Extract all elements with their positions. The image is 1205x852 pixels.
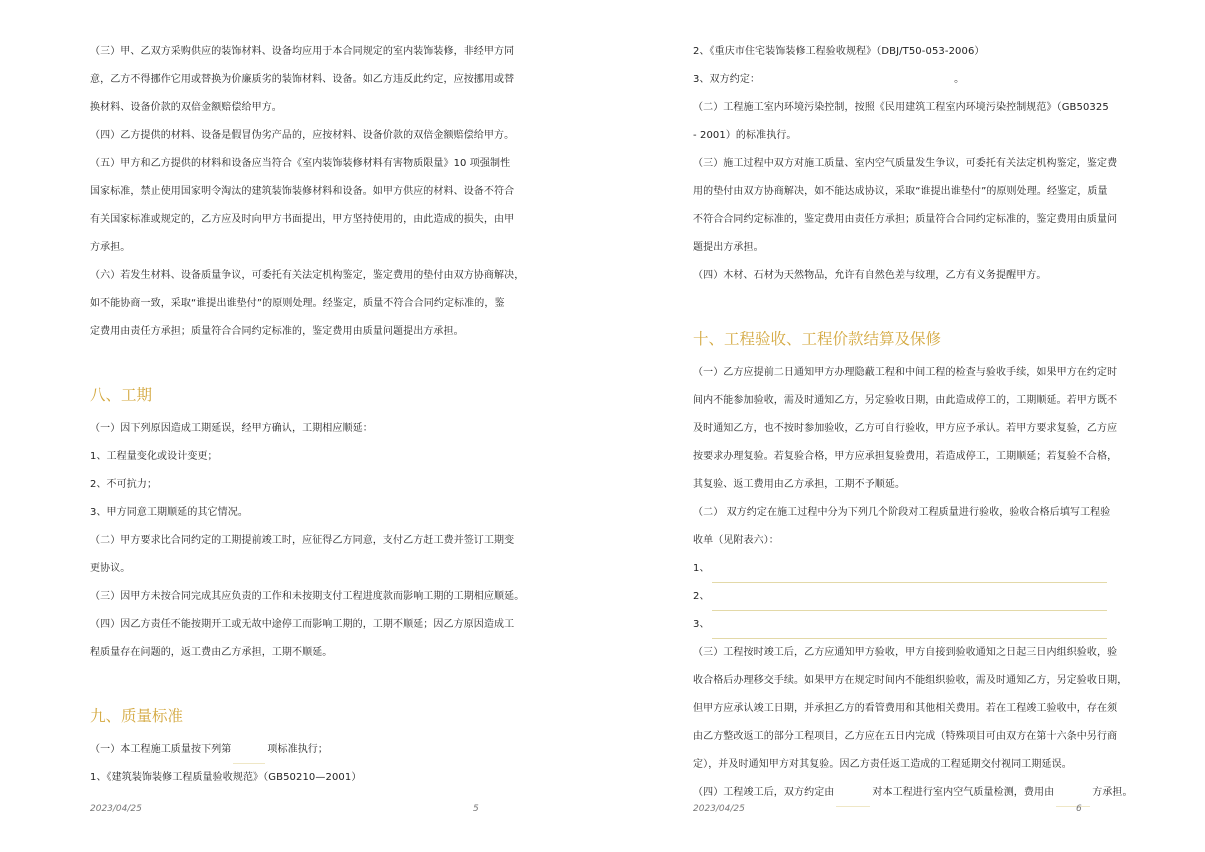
text-segment: 3、双方约定：: [693, 74, 761, 85]
text-line: [90, 66, 530, 94]
text-line: [693, 667, 1133, 695]
text-segment: 方承担。: [1092, 787, 1133, 798]
paragraph: [693, 359, 1133, 499]
text-segment: 3、甲方同意工期顺延的其它情况。: [90, 507, 248, 518]
text-segment: 意，乙方不得挪作它用或替换为价廉质劣的装饰材料、设备。如乙方违反此约定，应按挪用或替: [90, 74, 515, 85]
text-line: [90, 262, 530, 290]
text-line: [693, 122, 1133, 150]
text-line: [693, 94, 1133, 122]
text-segment: 2、《重庆市住宅装饰装修工程验收规程》（DBJ/T50-053-2006）: [693, 46, 985, 57]
text-segment: 定费用由责任方承担；质量符合合同约定标准的，鉴定费用由质量问题提出方承担。: [90, 326, 464, 337]
text-segment: 收单（见附表六）：: [693, 535, 779, 546]
paragraph: [693, 38, 1133, 94]
text-line: [90, 736, 530, 764]
text-line: [693, 150, 1133, 178]
text-line: [90, 555, 530, 583]
text-segment: （四）因乙方责任不能按期开工或无故中途停工而影响工期的，工期不顺延；因乙方原因造成工: [90, 619, 515, 630]
text-segment: （二）甲方要求比合同约定的工期提前竣工时，应征得乙方同意，支付乙方赶工费并签订工期变: [90, 535, 515, 546]
paragraph: [90, 38, 530, 122]
text-segment: （四）工程竣工后，双方约定由: [693, 787, 835, 798]
text-line: [693, 471, 1133, 499]
text-line: [693, 415, 1133, 443]
document-page-5: [90, 38, 530, 792]
text-segment: （一）因下列原因造成工期延误，经甲方确认，工期相应顺延：: [90, 423, 373, 434]
text-line: [90, 443, 530, 471]
page-number: 6: [1076, 804, 1082, 814]
page-footer: [90, 804, 479, 814]
text-segment: （二）工程施工室内环境污染控制，按照《民用建筑工程室内环境污染控制规范》（GB50325: [693, 102, 1109, 113]
text-line: [90, 38, 530, 66]
fill-in-blank[interactable]: [233, 749, 265, 764]
text-line: [693, 38, 1133, 66]
paragraph: [90, 122, 530, 150]
section-heading: 十、工程验收、工程价款结算及保修: [693, 330, 942, 348]
text-line: [693, 751, 1133, 779]
text-segment: 按要求办理复验。若复验合格，甲方应承担复验费用，若造成停工，工期顺延；若复验不合格，: [693, 451, 1118, 462]
paragraph: [90, 415, 530, 527]
text-line: [90, 415, 530, 443]
fill-in-blank-line[interactable]: [712, 619, 1107, 639]
fill-in-blank-line[interactable]: [712, 563, 1107, 583]
text-line: [693, 387, 1133, 415]
fill-in-label: 2、: [693, 591, 710, 602]
text-line: [90, 583, 530, 611]
text-line: [693, 499, 1133, 527]
fill-in-label: 3、: [693, 619, 710, 630]
paragraph: [693, 262, 1133, 290]
text-segment: （五）甲方和乙方提供的材料和设备应当符合《室内装饰装修材料有害物质限量》10 项强制性: [90, 158, 511, 169]
text-segment: - 2001）的标准执行。: [693, 130, 797, 141]
text-segment: 不符合合同约定标准的，鉴定费用由责任方承担；质量符合合同约定标准的，鉴定费用由质量问: [693, 214, 1118, 225]
text-segment: （三）因甲方未按合同完成其应负责的工作和未按期支付工程进度款而影响工期的工期相应顺延。: [90, 591, 525, 602]
text-line: [90, 527, 530, 555]
text-segment: （一）本工程施工质量按下列第: [90, 744, 232, 755]
text-line: [693, 206, 1133, 234]
text-line: [90, 150, 530, 178]
paragraph: [90, 736, 530, 792]
footer-date: 2023/04/25: [693, 804, 745, 814]
paragraph: [693, 499, 1133, 555]
text-segment: （四）乙方提供的材料、设备是假冒伪劣产品的，应按材料、设备价款的双倍金额赔偿给甲方。: [90, 130, 515, 141]
paragraph: [693, 779, 1133, 807]
text-line: [693, 359, 1133, 387]
section-heading: 八、工期: [90, 386, 153, 404]
text-segment: （三）工程按时竣工后，乙方应通知甲方验收，甲方自接到验收通知之日起三日内组织验收，验: [693, 647, 1118, 658]
text-segment: 1、工程量变化或设计变更；: [90, 451, 218, 462]
text-line: [90, 764, 530, 792]
document-page-6: [693, 38, 1133, 807]
text-segment: 对本工程进行室内空气质量检测，费用由: [872, 787, 1055, 798]
text-segment: （一）乙方应提前二日通知甲方办理隐蔽工程和中间工程的检查与验收手续，如果甲方在约定时: [693, 367, 1118, 378]
text-segment: （三）甲、乙双方采购供应的装饰材料、设备均应用于本合同规定的室内装饰装修，非经甲方同: [90, 46, 515, 57]
text-line: [693, 779, 1133, 807]
paragraph: [90, 527, 530, 583]
text-line: [693, 723, 1133, 751]
fill-in-item: [693, 555, 1133, 583]
fill-in-item: [693, 583, 1133, 611]
paragraph: [693, 639, 1133, 779]
text-segment: 收合格后办理移交手续。如果甲方在规定时间内不能组织验收，需及时通知乙方，另定验收日期，: [693, 675, 1128, 686]
text-segment: 程质量存在问题的，返工费由乙方承担，工期不顺延。: [90, 647, 333, 658]
text-segment: 用的垫付由双方协商解决，如不能达成协议，采取“谁提出谁垫付”的原则处理。经鉴定，质量: [693, 186, 1108, 197]
paragraph: [90, 262, 530, 346]
fill-in-label: 1、: [693, 563, 710, 574]
text-segment: （二） 双方约定在施工过程中分为下列几个阶段对工程质量进行验收，验收合格后填写工程验: [693, 507, 1111, 518]
paragraph: [90, 150, 530, 262]
text-line: [90, 639, 530, 667]
text-line: [693, 527, 1133, 555]
text-line: [90, 122, 530, 150]
fill-in-blank-line[interactable]: [712, 591, 1107, 611]
paragraph: [90, 611, 530, 667]
text-segment: 更协议。: [90, 563, 131, 574]
text-segment: 由乙方整改返工的部分工程项目，乙方应在五日内完成（特殊项目可由双方在第十六条中另行商: [693, 731, 1118, 742]
fill-in-item: [693, 611, 1133, 639]
text-segment: （四）木材、石材为天然物品，允许有自然色差与纹理，乙方有义务提醒甲方。: [693, 270, 1047, 281]
text-segment: 。: [954, 74, 965, 85]
page-footer: [693, 804, 1082, 814]
text-segment: 间内不能参加验收，需及时通知乙方，另定验收日期，由此造成停工的，工期顺延。若甲方既不: [693, 395, 1118, 406]
text-line: [693, 695, 1133, 723]
text-segment: 题提出方承担。: [693, 242, 764, 253]
text-segment: 有关国家标准或规定的，乙方应及时向甲方书面提出，甲方坚持使用的，由此造成的损失，由甲: [90, 214, 515, 225]
text-line: [90, 206, 530, 234]
text-segment: 2、不可抗力；: [90, 479, 158, 490]
text-line: [90, 94, 530, 122]
text-line: [693, 443, 1133, 471]
text-line: [90, 178, 530, 206]
text-segment: 及时通知乙方，也不按时参加验收，乙方可自行验收，甲方应予承认。若甲方要求复验，乙方应: [693, 423, 1118, 434]
paragraph: [693, 150, 1133, 262]
text-line: [693, 66, 1133, 94]
text-line: [693, 234, 1133, 262]
text-segment: 项标准执行；: [267, 744, 329, 755]
paragraph: [693, 94, 1133, 150]
text-segment: 其复验、返工费用由乙方承担，工期不予顺延。: [693, 479, 906, 490]
text-segment: 国家标准，禁止使用国家明令淘汰的建筑装饰装修材料和设备。如甲方供应的材料、设备不符合: [90, 186, 515, 197]
text-line: [90, 471, 530, 499]
text-segment: 定），并及时通知甲方对其复验。因乙方责任返工造成的工程延期交付视同工期延误。: [693, 759, 1072, 770]
text-line: [90, 318, 530, 346]
text-line: [693, 262, 1133, 290]
footer-date: 2023/04/25: [90, 804, 142, 814]
text-line: [693, 178, 1133, 206]
text-segment: 换材料、设备价款的双倍金额赔偿给甲方。: [90, 102, 282, 113]
page-number: 5: [473, 804, 479, 814]
text-segment: 1、《建筑装饰装修工程质量验收规范》（GB50210—2001）: [90, 772, 362, 783]
paragraph: [90, 583, 530, 611]
text-line: [693, 639, 1133, 667]
text-segment: 但甲方应承认竣工日期，并承担乙方的看管费用和其他相关费用。若在工程竣工验收中，存在须: [693, 703, 1118, 714]
fill-in-blank[interactable]: [1056, 792, 1090, 807]
text-line: [90, 290, 530, 318]
text-segment: （六）若发生材料、设备质量争议，可委托有关法定机构鉴定，鉴定费用的垫付由双方协商解决，: [90, 270, 525, 281]
text-segment: 如不能协商一致，采取“谁提出谁垫付”的原则处理。经鉴定，质量不符合合同约定标准的，鉴: [90, 298, 505, 309]
fill-in-blank[interactable]: [762, 80, 952, 94]
text-segment: 方承担。: [90, 242, 131, 253]
section-heading: 九、质量标准: [90, 707, 184, 725]
fill-in-blank[interactable]: [836, 792, 870, 807]
text-segment: （三）施工过程中双方对施工质量、室内空气质量发生争议，可委托有关法定机构鉴定，鉴定费: [693, 158, 1118, 169]
text-line: [90, 611, 530, 639]
text-line: [90, 234, 530, 262]
text-line: [90, 499, 530, 527]
